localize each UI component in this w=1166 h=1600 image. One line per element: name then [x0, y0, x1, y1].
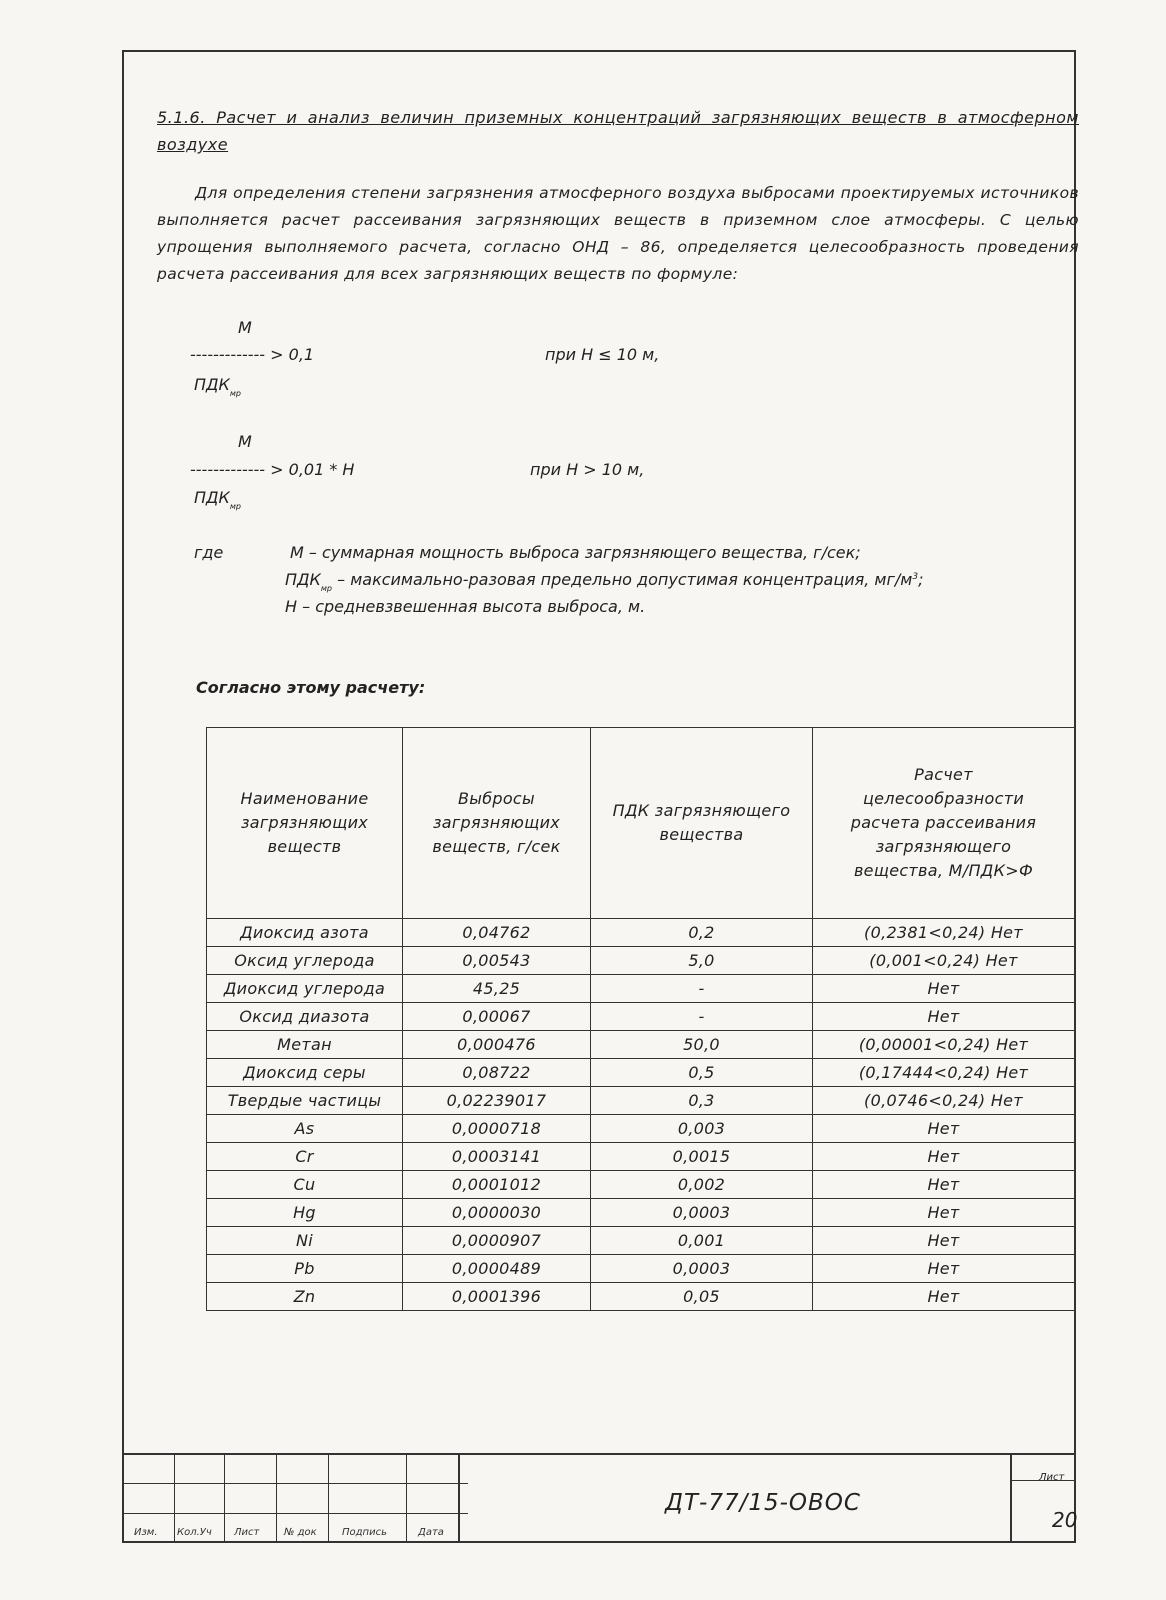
cell-result: Нет	[813, 975, 1075, 1003]
table-row	[207, 1255, 1075, 1283]
table-row	[207, 1283, 1075, 1311]
cell-result: Нет	[813, 1227, 1075, 1255]
cell-pdk: -	[591, 1003, 813, 1031]
definition-h: H – средневзвешенная высота выброса, м.	[285, 597, 646, 616]
document-code: ДТ-77/15-ОВОС	[665, 1490, 861, 1516]
cell-pdk: 0,2	[591, 919, 813, 947]
table-row	[207, 919, 1075, 947]
formula2-numerator: M	[238, 432, 252, 451]
stamp-label-izm: Изм.	[134, 1527, 158, 1538]
cell-name: Диоксид серы	[207, 1059, 403, 1087]
cell-name: Pb	[207, 1255, 403, 1283]
cell-name: Hg	[207, 1199, 403, 1227]
intro-paragraph: Для определения степени загрязнения атмосферного воздуха выбросами проектируемых источников выполняется расчет рассеивания загрязняющих веществ в приземном слое атмосферы. С целью упрощения выполняемого расчета, согласно ОНД – 86, определяется целесообразность проведения расчета рассеивания для всех загрязняющих веществ по формуле:	[157, 184, 1079, 283]
cell-result: Нет	[813, 1283, 1075, 1311]
cell-result: Нет	[813, 1115, 1075, 1143]
formula1-numerator: M	[238, 318, 252, 337]
table-row	[207, 1171, 1075, 1199]
table-row	[207, 1003, 1075, 1031]
definition-pdk: $ПДК_{мр}$ – максимально-разовая предельно допустимая концентрация, $мг/м^3$;	[285, 570, 924, 593]
cell-name: Оксид углерода	[207, 947, 403, 975]
table-row	[207, 1115, 1075, 1143]
stamp-label-list: Лист	[234, 1527, 260, 1538]
table-row	[207, 1227, 1075, 1255]
cell-emission: 0,000476	[403, 1031, 591, 1059]
cell-result: Нет	[813, 1199, 1075, 1227]
cell-emission: 45,25	[403, 975, 591, 1003]
cell-pdk: 5,0	[591, 947, 813, 975]
cell-emission: 0,04762	[403, 919, 591, 947]
cell-pdk: 0,0003	[591, 1199, 813, 1227]
sheet-label: Лист	[1039, 1472, 1065, 1483]
cell-name: As	[207, 1115, 403, 1143]
cell-pdk: 0,001	[591, 1227, 813, 1255]
cell-result: (0,00001<0,24) Нет	[813, 1031, 1075, 1059]
table-row	[207, 975, 1075, 1003]
cell-pdk: 0,0015	[591, 1143, 813, 1171]
cell-name: Метан	[207, 1031, 403, 1059]
cell-result: (0,17444<0,24) Нет	[813, 1059, 1075, 1087]
cell-pdk: 0,3	[591, 1087, 813, 1115]
cell-result: (0,0746<0,24) Нет	[813, 1087, 1075, 1115]
table-row	[207, 1143, 1075, 1171]
cell-emission: 0,0000907	[403, 1227, 591, 1255]
formula1-line: ------------- > 0,1	[190, 345, 315, 364]
cell-pdk: 0,5	[591, 1059, 813, 1087]
cell-pdk: 0,05	[591, 1283, 813, 1311]
cell-name: Диоксид углерода	[207, 975, 403, 1003]
cell-name: Оксид диазота	[207, 1003, 403, 1031]
cell-pdk: 0,003	[591, 1115, 813, 1143]
stamp-label-signature: Подпись	[342, 1527, 387, 1538]
pollutants-table	[206, 727, 1075, 1311]
cell-emission: 0,00067	[403, 1003, 591, 1031]
table-row	[207, 1087, 1075, 1115]
table-row	[207, 947, 1075, 975]
cell-emission: 0,0003141	[403, 1143, 591, 1171]
formula2-condition: при H > 10 м,	[530, 460, 645, 479]
section-heading: 5.1.6. Расчет и анализ величин приземных концентраций загрязняющих веществ в атмосферном воздухе	[157, 108, 1079, 154]
cell-emission: 0,0001012	[403, 1171, 591, 1199]
cell-result: Нет	[813, 1143, 1075, 1171]
cell-pdk: 0,002	[591, 1171, 813, 1199]
cell-name: Твердые частицы	[207, 1087, 403, 1115]
sheet-number: 20	[1052, 1508, 1078, 1532]
cell-emission: 0,0000489	[403, 1255, 591, 1283]
cell-result: Нет	[813, 1003, 1075, 1031]
header-name: Наименование загрязняющих веществ	[207, 728, 403, 919]
table-row	[207, 1059, 1075, 1087]
formula2-denominator: $ПДК_{мр}$	[194, 488, 242, 511]
cell-emission: 0,0000030	[403, 1199, 591, 1227]
cell-emission: 0,0000718	[403, 1115, 591, 1143]
cell-emission: 0,00543	[403, 947, 591, 975]
title-block	[122, 1453, 1076, 1543]
definitions-where: где	[194, 543, 224, 562]
cell-emission: 0,0001396	[403, 1283, 591, 1311]
table-row	[207, 1199, 1075, 1227]
header-calculation: Расчет целесообразности расчета рассеивания загрязняющего вещества, М/ПДК>Ф	[813, 728, 1075, 919]
cell-pdk: -	[591, 975, 813, 1003]
cell-emission: 0,08722	[403, 1059, 591, 1087]
stamp-label-kol: Кол.Уч	[177, 1527, 212, 1538]
formula1-denominator: $ПДК_{мр}$	[194, 375, 242, 398]
cell-result: Нет	[813, 1255, 1075, 1283]
cell-result: Нет	[813, 1171, 1075, 1199]
header-pdk: ПДК загрязняющего вещества	[591, 728, 813, 919]
stamp-label-date: Дата	[418, 1527, 444, 1538]
stamp-label-doc: № док	[284, 1527, 317, 1538]
definition-m: M – суммарная мощность выброса загрязняющего вещества, г/сек;	[290, 543, 861, 562]
cell-name: Zn	[207, 1283, 403, 1311]
cell-name: Cu	[207, 1171, 403, 1199]
cell-emission: 0,02239017	[403, 1087, 591, 1115]
table-subtitle: Согласно этому расчету:	[196, 678, 426, 697]
header-emissions: Выбросы загрязняющих веществ, г/сек	[403, 728, 591, 919]
cell-name: Cr	[207, 1143, 403, 1171]
cell-name: Диоксид азота	[207, 919, 403, 947]
table-row	[207, 1031, 1075, 1059]
cell-pdk: 50,0	[591, 1031, 813, 1059]
cell-pdk: 0,0003	[591, 1255, 813, 1283]
formula2-line: ------------- > 0,01 * H	[190, 460, 355, 479]
table-header-row	[207, 728, 1075, 919]
cell-result: (0,2381<0,24) Нет	[813, 919, 1075, 947]
formula1-condition: при H ≤ 10 м,	[545, 345, 660, 364]
cell-name: Ni	[207, 1227, 403, 1255]
cell-result: (0,001<0,24) Нет	[813, 947, 1075, 975]
